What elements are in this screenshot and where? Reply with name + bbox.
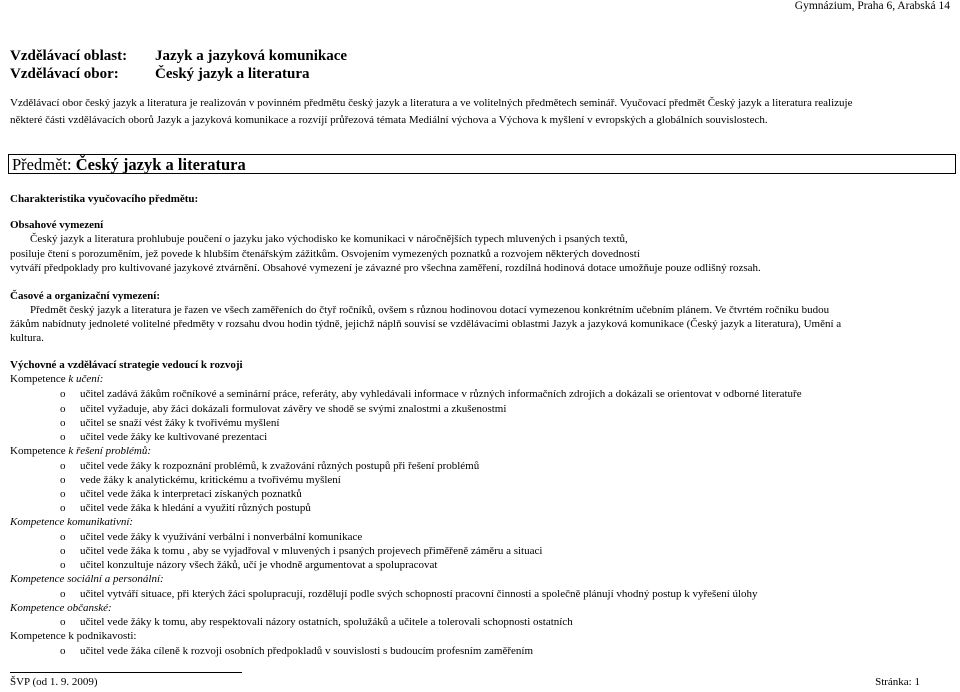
bullet-icon: o — [60, 403, 66, 415]
list-item: učitel vede žáky k rozpoznání problémů, k zvažování různých postupů při řešení problémů — [80, 460, 480, 472]
competence-heading: Kompetence k řešení problémů: — [10, 445, 152, 457]
time-line-1: Předmět český jazyk a literatura je řazen ve všech zaměřeních do čtyř ročníků, ovšem s různou hodinovou dotací vymezenou konkrétním učebním plánem. Ve čtvrtém ročníku budou — [30, 304, 830, 316]
competence-heading: Kompetence komunikativní: — [10, 516, 134, 528]
bullet-icon: o — [60, 616, 66, 628]
bullet-icon: o — [60, 431, 66, 443]
bullet-icon: o — [60, 388, 66, 400]
field-value: Český jazyk a literatura — [155, 66, 310, 82]
competence-heading: Kompetence k podnikavosti: — [10, 630, 137, 642]
bullet-icon: o — [60, 417, 66, 429]
bullet-icon: o — [60, 559, 66, 571]
footer-page-number: Stránka: 1 — [875, 676, 920, 688]
content-line-1: Český jazyk a literatura prohlubuje poučení o jazyku jako východisko ke komunikaci v náročnějších typech mluvených i psaných textů, — [30, 233, 628, 245]
bullet-icon: o — [60, 531, 66, 543]
bullet-icon: o — [60, 502, 66, 514]
list-item: učitel vytváří situace, při kterých žáci spolupracují, rozdělují podle svých schopností pracovní činnosti a společně plánují vhodný postup k vyřešení úlohy — [80, 588, 758, 600]
time-line-3: kultura. — [10, 332, 44, 344]
list-item: učitel vede žáka k hledání a využití různých postupů — [80, 502, 311, 514]
list-item: učitel se snaží vést žáky k tvořivému myšlení — [80, 417, 280, 429]
area-value: Jazyk a jazyková komunikace — [155, 48, 348, 64]
intro-line-1: Vzdělávací obor český jazyk a literatura je realizován v povinném předmětu český jazyk a literatura a ve volitelných předmětech seminář. Vyučovací předmět Český jazyk a literatura realizuje — [10, 97, 853, 109]
intro-line-2: některé části vzdělávacích oborů Jazyk a jazyková komunikace a rozvíjí průřezová témata Mediální výchova a Výchova k myšlení v evropských a globálních souvislostech. — [10, 114, 768, 126]
bullet-icon: o — [60, 460, 66, 472]
characteristics-heading: Charakteristika vyučovacího předmětu: — [10, 193, 199, 205]
field-label: Vzdělávací obor: — [10, 66, 119, 82]
content-line-2: posiluje čtení s porozuměním, jež povede k hlubším čtenářským zážitkům. Osvojením vymezených poznatků a rozvojem některých dovedností — [10, 248, 640, 260]
list-item: učitel vede žáky ke kultivované prezentaci — [80, 431, 268, 443]
competence-heading: Kompetence občanské: — [10, 602, 112, 614]
subject-prefix: Předmět: — [12, 155, 72, 174]
list-item: učitel vede žáka k tomu , aby se vyjadřoval v mluvených i psaných projevech přiměřeně záměru a situaci — [80, 545, 543, 557]
list-item: učitel zadává žákům ročníkové a seminární práce, referáty, aby vyhledávali informace v různých informačních zdrojích a dokázali se orientovat v odborné literatuře — [80, 388, 802, 400]
area-label: Vzdělávací oblast: — [10, 48, 128, 64]
page-header: Gymnázium, Praha 6, Arabská 14 — [794, 0, 950, 12]
time-heading: Časové a organizační vymezení: — [10, 290, 160, 302]
list-item: učitel vede žáky k využívání verbální i nonverbální komunikace — [80, 531, 363, 543]
strategies-heading: Výchovné a vzdělávací strategie vedoucí k rozvoji — [10, 359, 243, 371]
bullet-icon: o — [60, 488, 66, 500]
bullet-icon: o — [60, 545, 66, 557]
footer-divider — [10, 672, 242, 673]
list-item: učitel vede žáky k tomu, aby respektovali názory ostatních, spolužáků a učitele a tolerovali schopnosti ostatních — [80, 616, 573, 628]
time-line-2: žákům nabídnuty jednoleté volitelné předměty v rozsahu dvou hodin týdně, jejichž náplň souvisí se vzdělávacími oblastmi Jazyk a jazyková komunikace (Český jazyk a literatura), Umění a — [10, 318, 842, 330]
bullet-icon: o — [60, 474, 66, 486]
bullet-icon: o — [60, 645, 66, 657]
subject-title — [12, 155, 246, 175]
content-line-3: vytváří předpoklady pro kultivované jazykové ztvárnění. Obsahové vymezení je závazné pro všechna zaměření, rozdílná hodinová dotace umožňuje pouze odlišný rozsah. — [10, 262, 761, 274]
list-item: učitel konzultuje názory všech žáků, učí je vhodně argumentovat a spolupracovat — [80, 559, 438, 571]
footer-version: ŠVP (od 1. 9. 2009) — [10, 676, 98, 688]
competence-heading: Kompetence sociální a personální: — [10, 573, 164, 585]
list-item: učitel vede žáka k interpretaci získaných poznatků — [80, 488, 302, 500]
content-heading: Obsahové vymezení — [10, 219, 104, 231]
list-item: vede žáky k analytickému, kritickému a tvořivému myšlení — [80, 474, 341, 486]
subject-name: Český jazyk a literatura — [75, 155, 246, 174]
bullet-icon: o — [60, 588, 66, 600]
list-item: učitel vyžaduje, aby žáci dokázali formulovat závěry ve shodě se svými znalostmi a zkušenostmi — [80, 403, 507, 415]
competence-heading: Kompetence k učení: — [10, 373, 104, 385]
list-item: učitel vede žáka cíleně k rozvoji osobních předpokladů v souvislosti s budoucím profesním zaměřením — [80, 645, 534, 657]
